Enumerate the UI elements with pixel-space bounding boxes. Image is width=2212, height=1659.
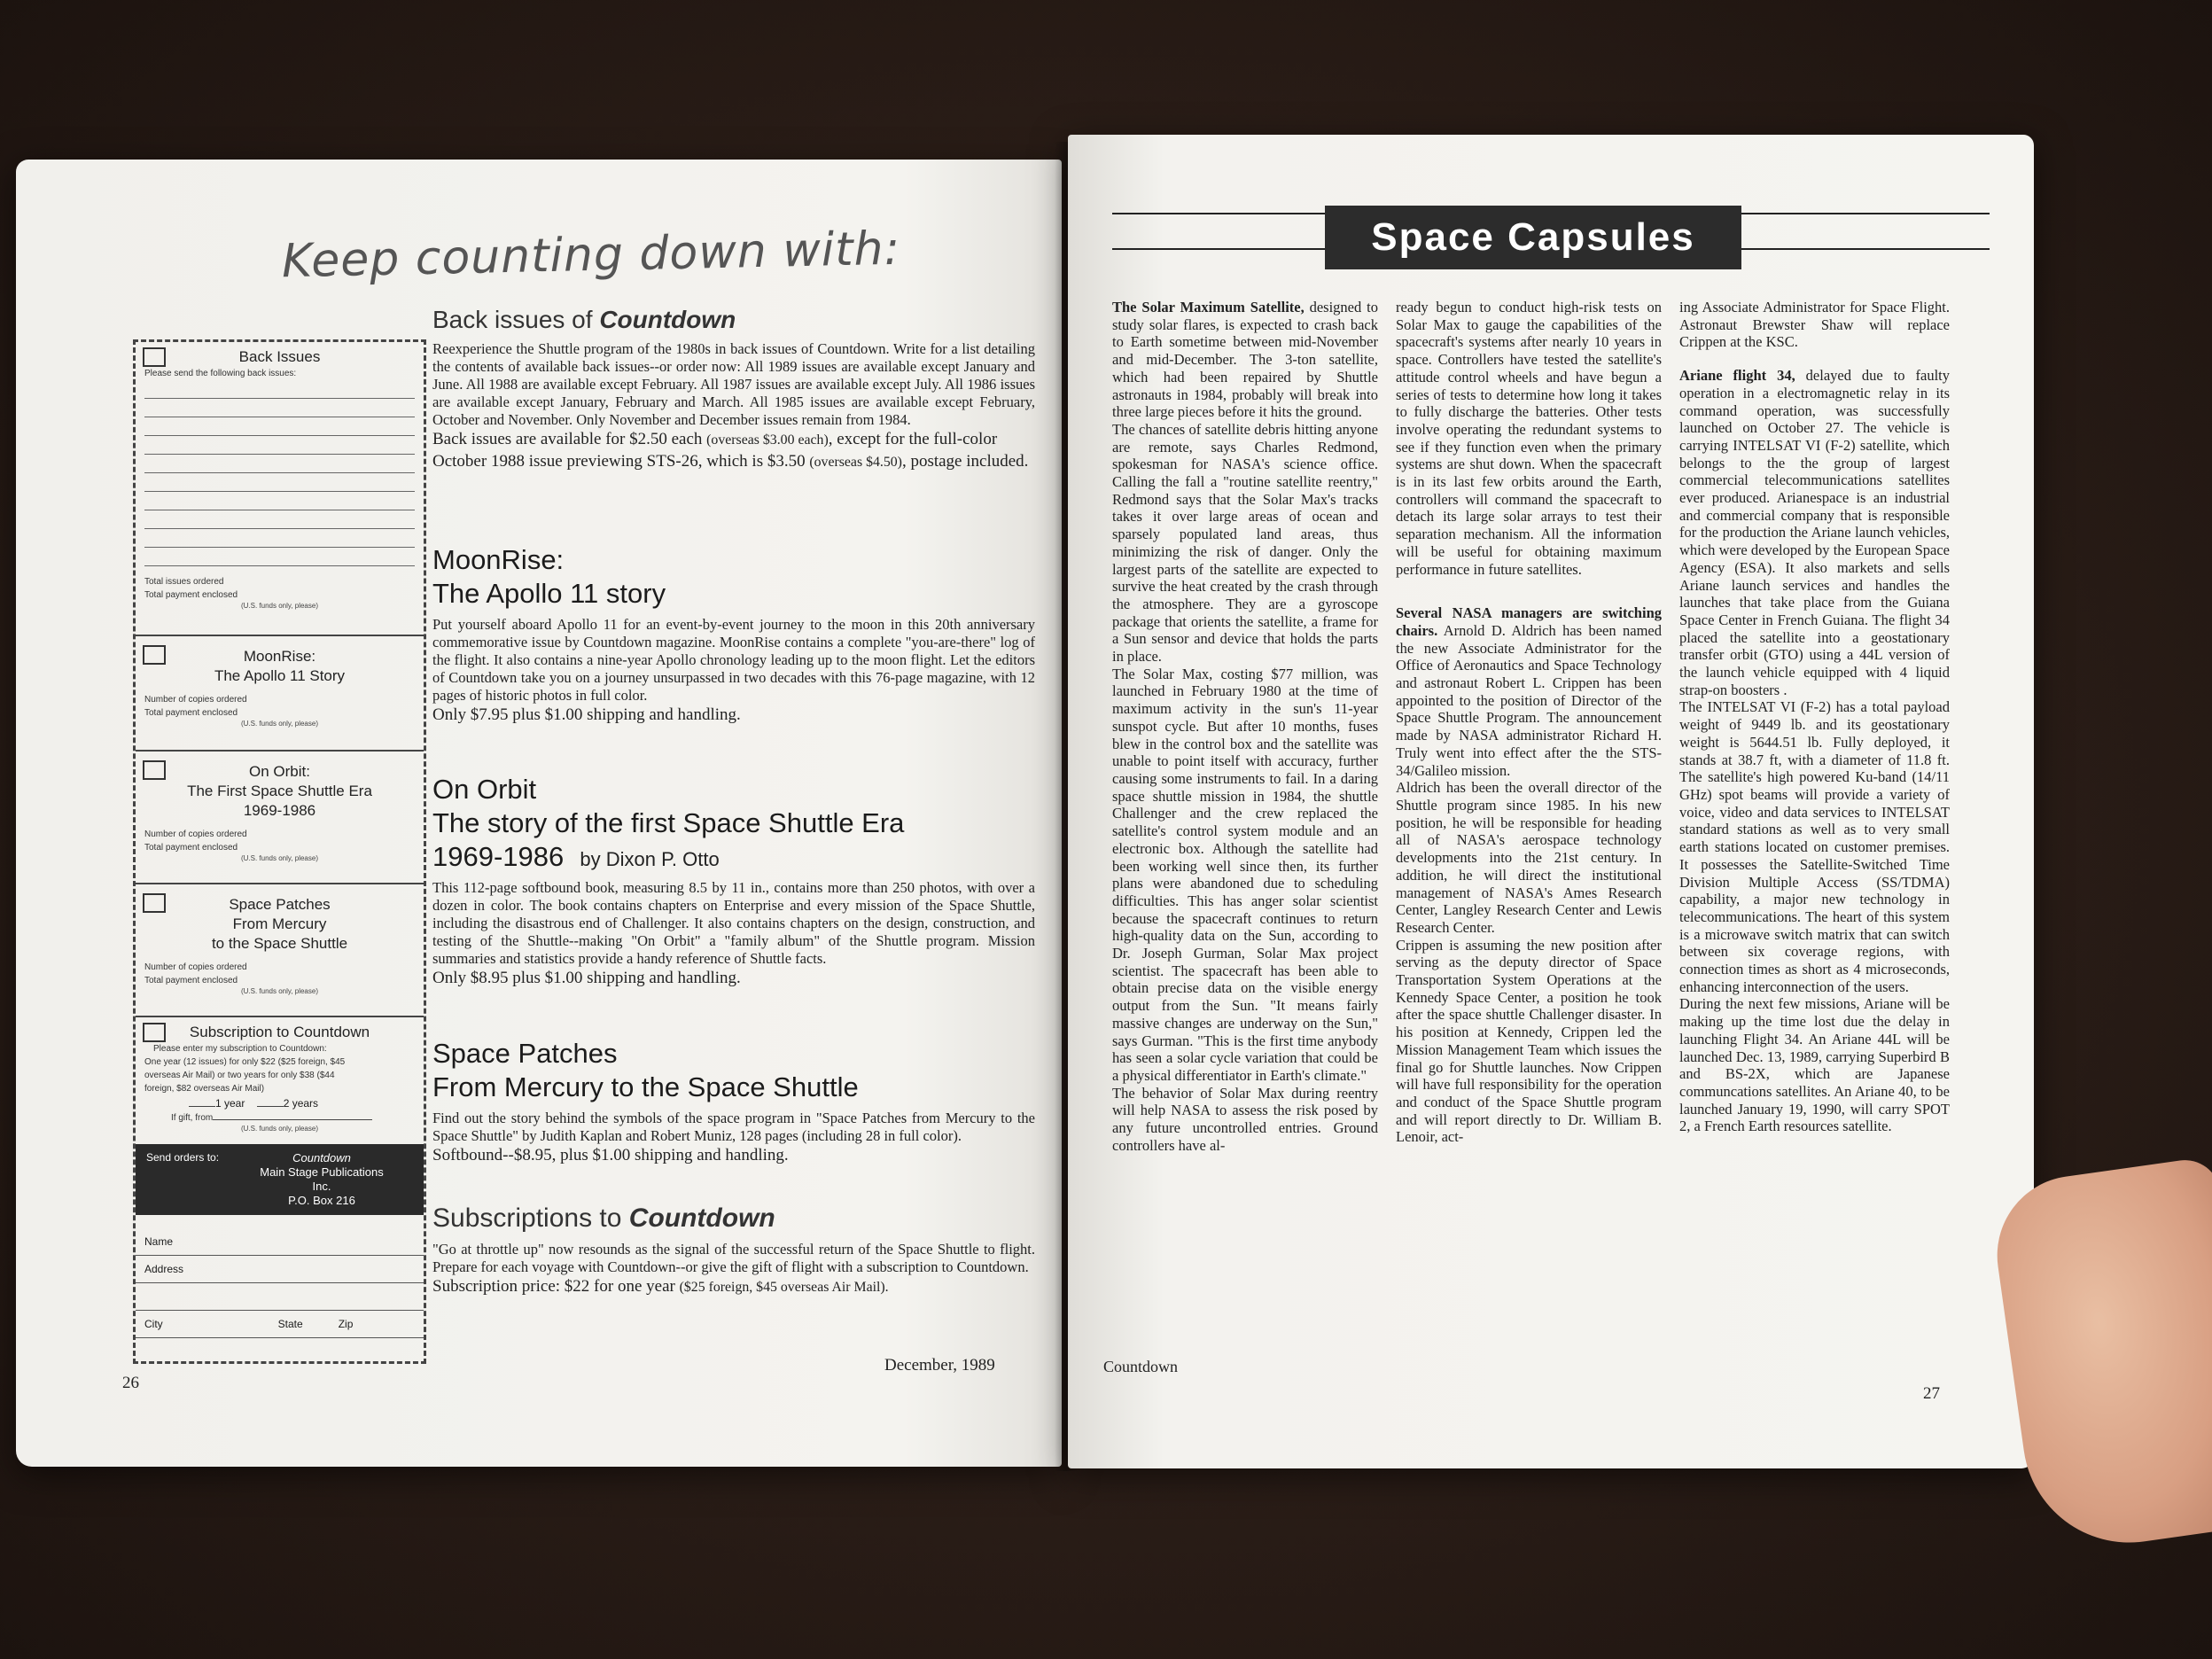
gift-from-field[interactable] (213, 1119, 372, 1120)
section-heading: 1969-1986 (432, 841, 565, 872)
price-text: Only $7.95 plus $1.00 shipping and handling. (432, 705, 741, 724)
address-fields (136, 1228, 424, 1338)
article-text: ready begun to conduct high-risk tests on Solar Max to gauge the capabilities of the spacecraft's systems after nearly 10 years in space. Controllers have tested the satellite's attitude control wheels and have begun a series of tests to determine how long it takes to fully discharge the batteries. Other tests involve operating the redundant systems to see if they function even when the primary systems are shut down. When the spacecraft is in its last few orbits around the Earth, controllers will command the spacecraft to detach its large solar arrays to test their separation mechanism. All the information will be useful for obtaining maximum performance in future satellites. (1396, 299, 1662, 578)
form-section-title: MoonRise: (243, 648, 316, 665)
option-label: 2 years (283, 1097, 319, 1110)
price-text: Back issues are available for $2.50 each (432, 430, 703, 448)
form-onorbit (136, 750, 424, 884)
send-address-line: P.O. Box 216 (288, 1194, 355, 1207)
form-note: (U.S. funds only, please) (240, 602, 318, 610)
price-text: , postage included. (901, 452, 1029, 471)
price-note: ($25 foreign, $45 overseas Air Mail). (679, 1280, 889, 1295)
send-name: Countdown (292, 1151, 351, 1164)
issue-line[interactable] (144, 380, 415, 399)
address-label: Address (144, 1263, 184, 1275)
article-text: Aldrich has been the overall director of the Shuttle program since 1985. In his new position, he will be responsible for heading all of NASA's aerospace technology developments into the 21st century. In addition, he will direct the institutional management of NASA's Ames Research Center, Langley Research Center and Lewis Research Center. (1396, 779, 1662, 936)
article-text: During the next few missions, Ariane will be making up the time lost due the delay in launching Flight 34. An Ariane 44L will be launched Dec. 13, 1989, carrying Superbird B and BS-2X, which are Japanese communcations satellites. An Ariane 40, to be launched January 19, 1990, will carry SPOT 2, a French Earth resources satellite. (1679, 995, 1950, 1135)
issue-line[interactable] (144, 510, 415, 529)
form-section-title: 1969-1986 (243, 802, 316, 819)
issue-line[interactable] (144, 399, 415, 417)
form-moonrise (136, 635, 424, 752)
magazine-name: Countdown (1103, 1358, 1179, 1375)
issue-line[interactable] (144, 492, 415, 510)
form-section-title: Space Patches (229, 896, 331, 913)
form-field-label: Total payment enclosed (144, 708, 238, 718)
article-text: Arnold D. Aldrich has been named the new Associate Administrator for the Office of Aeronautics and Space Technology and astronaut Robert L. Crippen has been appointed to the position of Director of the Space Shuttle Program. The announcement made by NASA administrator Richard H. Truly went into effect after the the STS-34/Galileo mission. (1396, 621, 1662, 779)
form-text: One year (12 issues) for only $22 ($25 foreign, $45 (144, 1057, 346, 1067)
moonrise-text: Put yourself aboard Apollo 11 for an event-by-event journey to the moon in this 20th anniversary commemorative issue by Countdown magazine. MoonRise contains a complete "you-are-there" log of the flight. It also contains a nine-year Apollo chronology leading up to the moon flight. Let the editors of Countdown take you on a journey unsurpassed in two decades with this 76-page magazine, with 12 pages of historic photos in full color. (432, 616, 1035, 704)
one-year-option[interactable] (189, 1106, 215, 1107)
issue-line[interactable] (144, 417, 415, 436)
article-text: The INTELSAT VI (F-2) has a total payload weight of 9449 lb. and its geostationary weight is 5644.51 lb. Fully deployed, it stands at 38.7 ft, with a diameter of 11.8 ft. The satellite's high powered Ku-band (14/11 GHz) spot beams will provide a variety of voice, video and data services to INTELSAT standard stations as well as to very small earth stations located on customer premises. It possesses the Satellite-Switched Time Division Multiple Access (SS/TDMA) capability, a major new technology in telecommunications. The heart of this system is a microwave switch matrix that can switch between six coverage regions, with connection times as short as 4 microseconds, enhancing interconnection of the users. (1679, 698, 1950, 995)
section-heading: Space Patches (432, 1038, 618, 1069)
form-instruction: Please send the following back issues: (144, 369, 297, 378)
form-field-label: Total payment enclosed (144, 976, 238, 985)
form-field-label: If gift, from (171, 1113, 214, 1123)
onorbit-checkbox[interactable] (143, 760, 166, 780)
form-field-label: Number of copies ordered (144, 695, 247, 705)
city-label: City (144, 1318, 163, 1330)
page-title: Keep counting down with: (281, 222, 901, 289)
patches-checkbox[interactable] (143, 893, 166, 913)
section-heading: The Apollo 11 story (432, 578, 666, 609)
form-field-label: Number of copies ordered (144, 962, 247, 972)
price-text: Softbound--$8.95, plus $1.00 shipping and handling. (432, 1146, 789, 1164)
article-lead: Several NASA managers are switching chairs. (1396, 604, 1662, 639)
subscriptions-text: "Go at throttle up" now resounds as the signal of the successful return of the Space Shuttle to flight. Prepare for each voyage with Countdown--or give the gift of flight with a subscription to Countdown. (432, 1241, 1035, 1275)
form-section-title: Back Issues (238, 348, 321, 365)
issue-line[interactable] (144, 473, 415, 492)
holding-hand (1987, 1156, 2212, 1556)
section-heading: From Mercury to the Space Shuttle (432, 1071, 859, 1102)
patches-text: Find out the story behind the symbols of the space program in "Space Patches from Mercury to the Space Shuttle" by Judith Kaplan and Robert Muniz, 128 pages (including 28 in full color). (432, 1110, 1035, 1144)
form-text: foreign, $82 overseas Air Mail) (144, 1084, 265, 1094)
price-note: (overseas $4.50) (809, 455, 902, 470)
issue-date: December, 1989 (884, 1356, 995, 1375)
column-2 (1396, 299, 1662, 1146)
article-text: ing Associate Administrator for Space Flight. Astronaut Brewster Shaw will replace Crippen at the KSC. (1679, 299, 1950, 351)
form-field-label: Total payment enclosed (144, 590, 238, 600)
form-text: Please enter my subscription to Countdown: (153, 1044, 327, 1054)
section-heading-title: Countdown (599, 306, 736, 333)
form-back-issues (136, 342, 424, 636)
section-heading: On Orbit (432, 774, 537, 805)
section-heading-title: Countdown (628, 1203, 775, 1233)
back-issues-checkbox[interactable] (143, 347, 166, 367)
form-section-title: On Orbit: (249, 763, 310, 780)
form-field-label: Total issues ordered (144, 577, 224, 587)
page-number: 26 (122, 1374, 139, 1392)
article-text: The Solar Max, costing $77 million, was launched in February 1980 at the time of maximum activity in the sun's 11-year sunspot cycle. But after 10 months, fuses blew in the control box and the satellite was unable to point itself with accuracy, further causing some instruments to fail. In a daring space shuttle mission in 1984, the shuttle Challenger and the crew replaced the satellite's control system module and an electronic box. Although the satellite had been working well since then, its further plans were abandoned due to scheduling difficulties. This has anger solar scientist because the spacecraft continues to return high-quality data on the Sun, according to Dr. Joseph Gurman, Solar Max project scientist. The spacecraft has been able to obtain precise data on the visible energy output from the Sun. "It means fairly massive changes are underway on the Sun," says Gurman. "This is the first time anybody has seen a solar cycle variation that could be a physical differentiator in Earth's climate." (1112, 665, 1378, 1084)
send-address-line: Main Stage Publications (260, 1165, 384, 1179)
section-heading: The story of the first Space Shuttle Era (432, 807, 905, 838)
send-label: Send orders to: (146, 1151, 220, 1164)
form-subscription (136, 1016, 424, 1146)
subscription-checkbox[interactable] (143, 1023, 166, 1042)
price-note: (overseas $3.00 each) (706, 432, 829, 448)
address-line-2[interactable] (136, 1283, 424, 1311)
issue-line[interactable] (144, 436, 415, 455)
left-page (16, 160, 1062, 1467)
issue-line[interactable] (144, 548, 415, 566)
section-heading: Back issues of (432, 306, 600, 333)
two-year-option[interactable] (257, 1106, 284, 1107)
form-note: (U.S. funds only, please) (240, 854, 318, 862)
subscriptions-section (432, 1202, 1035, 1298)
form-section-title: Subscription to Countdown (189, 1024, 370, 1040)
order-form (133, 339, 426, 1364)
back-issues-section (432, 303, 1035, 473)
section-heading: Subscriptions to (432, 1203, 629, 1233)
price-text: Only $8.95 plus $1.00 shipping and handling. (432, 969, 741, 987)
form-text: overseas Air Mail) or two years for only $38 ($44 (144, 1071, 335, 1080)
option-label: 1 year (215, 1097, 245, 1110)
onorbit-text: This 112-page softbound book, measuring 8.5 by 11 in., contains more than 250 photos, with over a dozen in color. The book contains chapters on Enterprise and every mission of the Space Shuttle, including the disastrous end of Challenger. It also contains chapters on the design, construction, and testing of the Shuttle--making "On Orbit" a "family album" of the Shuttle program. Mission summaries and statistics provide a handy reference of Shuttle facts. (432, 879, 1035, 967)
section-heading: MoonRise: (432, 544, 565, 575)
state-label: State (277, 1318, 303, 1330)
form-field-label: Total payment enclosed (144, 843, 238, 853)
article-text: The chances of satellite debris hitting anyone are remote, says Charles Redmond, spokesman for NASA's science office. Calling the fall a "routine satellite reentry," Redmond says that the Solar Max's tracks takes it over large areas of ocean and sparsely populated land areas, thus minimizing the risk of danger. Only the largest parts of the satellite are expected to survive the heat created by the crash through the atmosphere. They are a gyroscope package that orients the satellite, a frame for a Sun sensor and device that holds the parts in place. (1112, 420, 1378, 666)
name-label: Name (144, 1235, 174, 1248)
patches-section (432, 1037, 1035, 1166)
onorbit-section (432, 773, 1035, 989)
form-note: (U.S. funds only, please) (240, 1125, 318, 1133)
form-patches (136, 883, 424, 1017)
article-text: delayed due to faulty operation in a electromagnetic relay in its command operation, was successfully launched on October 27. The vehicle is carrying INTELSAT VI (F-2) satellite, which belongs to the the group of largest commercial telecommunications satellites ever produced. Arianespace is an industrial and commercial company that is responsible for the production the Ariane launch vehicles, which were developed by the European Space Agency (ESA). It also markets and sells Ariane launch services and handles the launches that take place from the Guiana Space Center in French Guiana. The flight 34 placed the satellite into a geostationary transfer orbit (GTO) using a 44L version of the launch vehicle equipped with 4 liquid strap-on boosters . (1679, 367, 1950, 698)
page-number: 27 (1923, 1384, 1940, 1403)
article-text: Crippen is assuming the new position after serving as the deputy director of Space Transportation System Operations at the Kennedy Space Center, a position he took after the space shuttle Challenger disaster. In his position at Kennedy, Crippen led the Mission Management Team which issues the final go for Shuttle launches. Now Crippen will have full responsibility for the operation and conduct of the Space Shuttle program and will report directly to Dr. William B. Lenoir, act- (1396, 936, 1662, 1146)
section-banner: Space Capsules (1325, 206, 1741, 269)
right-page (1068, 135, 2034, 1468)
send-orders-box (136, 1144, 424, 1215)
article-lead: The Solar Maximum Satellite, (1112, 299, 1305, 315)
issue-line[interactable] (144, 455, 415, 473)
moonrise-section (432, 543, 1035, 726)
form-section-title: The First Space Shuttle Era (187, 783, 372, 799)
zip-label: Zip (338, 1318, 354, 1330)
column-3 (1679, 299, 1950, 1135)
send-address-line: Inc. (312, 1180, 331, 1193)
form-note: (U.S. funds only, please) (240, 987, 318, 995)
author-line: by Dixon P. Otto (580, 848, 720, 870)
article-lead: Ariane flight 34, (1679, 367, 1795, 385)
form-section-title: to the Space Shuttle (211, 935, 348, 952)
form-section-title: From Mercury (232, 915, 327, 932)
moonrise-checkbox[interactable] (143, 645, 166, 665)
form-note: (U.S. funds only, please) (240, 720, 318, 728)
issue-line[interactable] (144, 529, 415, 548)
price-text: Subscription price: $22 for one year (432, 1277, 675, 1296)
column-1 (1112, 299, 1378, 1154)
form-field-label: Number of copies ordered (144, 830, 247, 839)
form-section-title: The Apollo 11 Story (214, 667, 346, 684)
article-text: designed to study solar flares, is expected to crash back to Earth sometime between mid-November and mid-December. The 3-ton satellite, which had been repaired by Shuttle astronauts in 1984, probably will break into three large pieces before it hits the ground. (1112, 299, 1378, 421)
back-issues-text: Reexperience the Shuttle program of the 1980s in back issues of Countdown. Write for a list detailing the contents of available back issues--or order now: All 1989 issues are available except January and June. All 1988 are available except February. All 1987 issues are available except July. All 1986 issues are available except January, February and March. All 1985 issues are available except February, October and November. Only November and December issues remain from 1984. (432, 340, 1035, 428)
article-text: The behavior of Solar Max during reentry will help NASA to assess the risk posed by any future uncontrolled entries. Ground controllers have al- (1112, 1084, 1378, 1154)
price-text: , except for the full-color October 1988 issue previewing STS-26, which is $3.50 (432, 430, 998, 471)
